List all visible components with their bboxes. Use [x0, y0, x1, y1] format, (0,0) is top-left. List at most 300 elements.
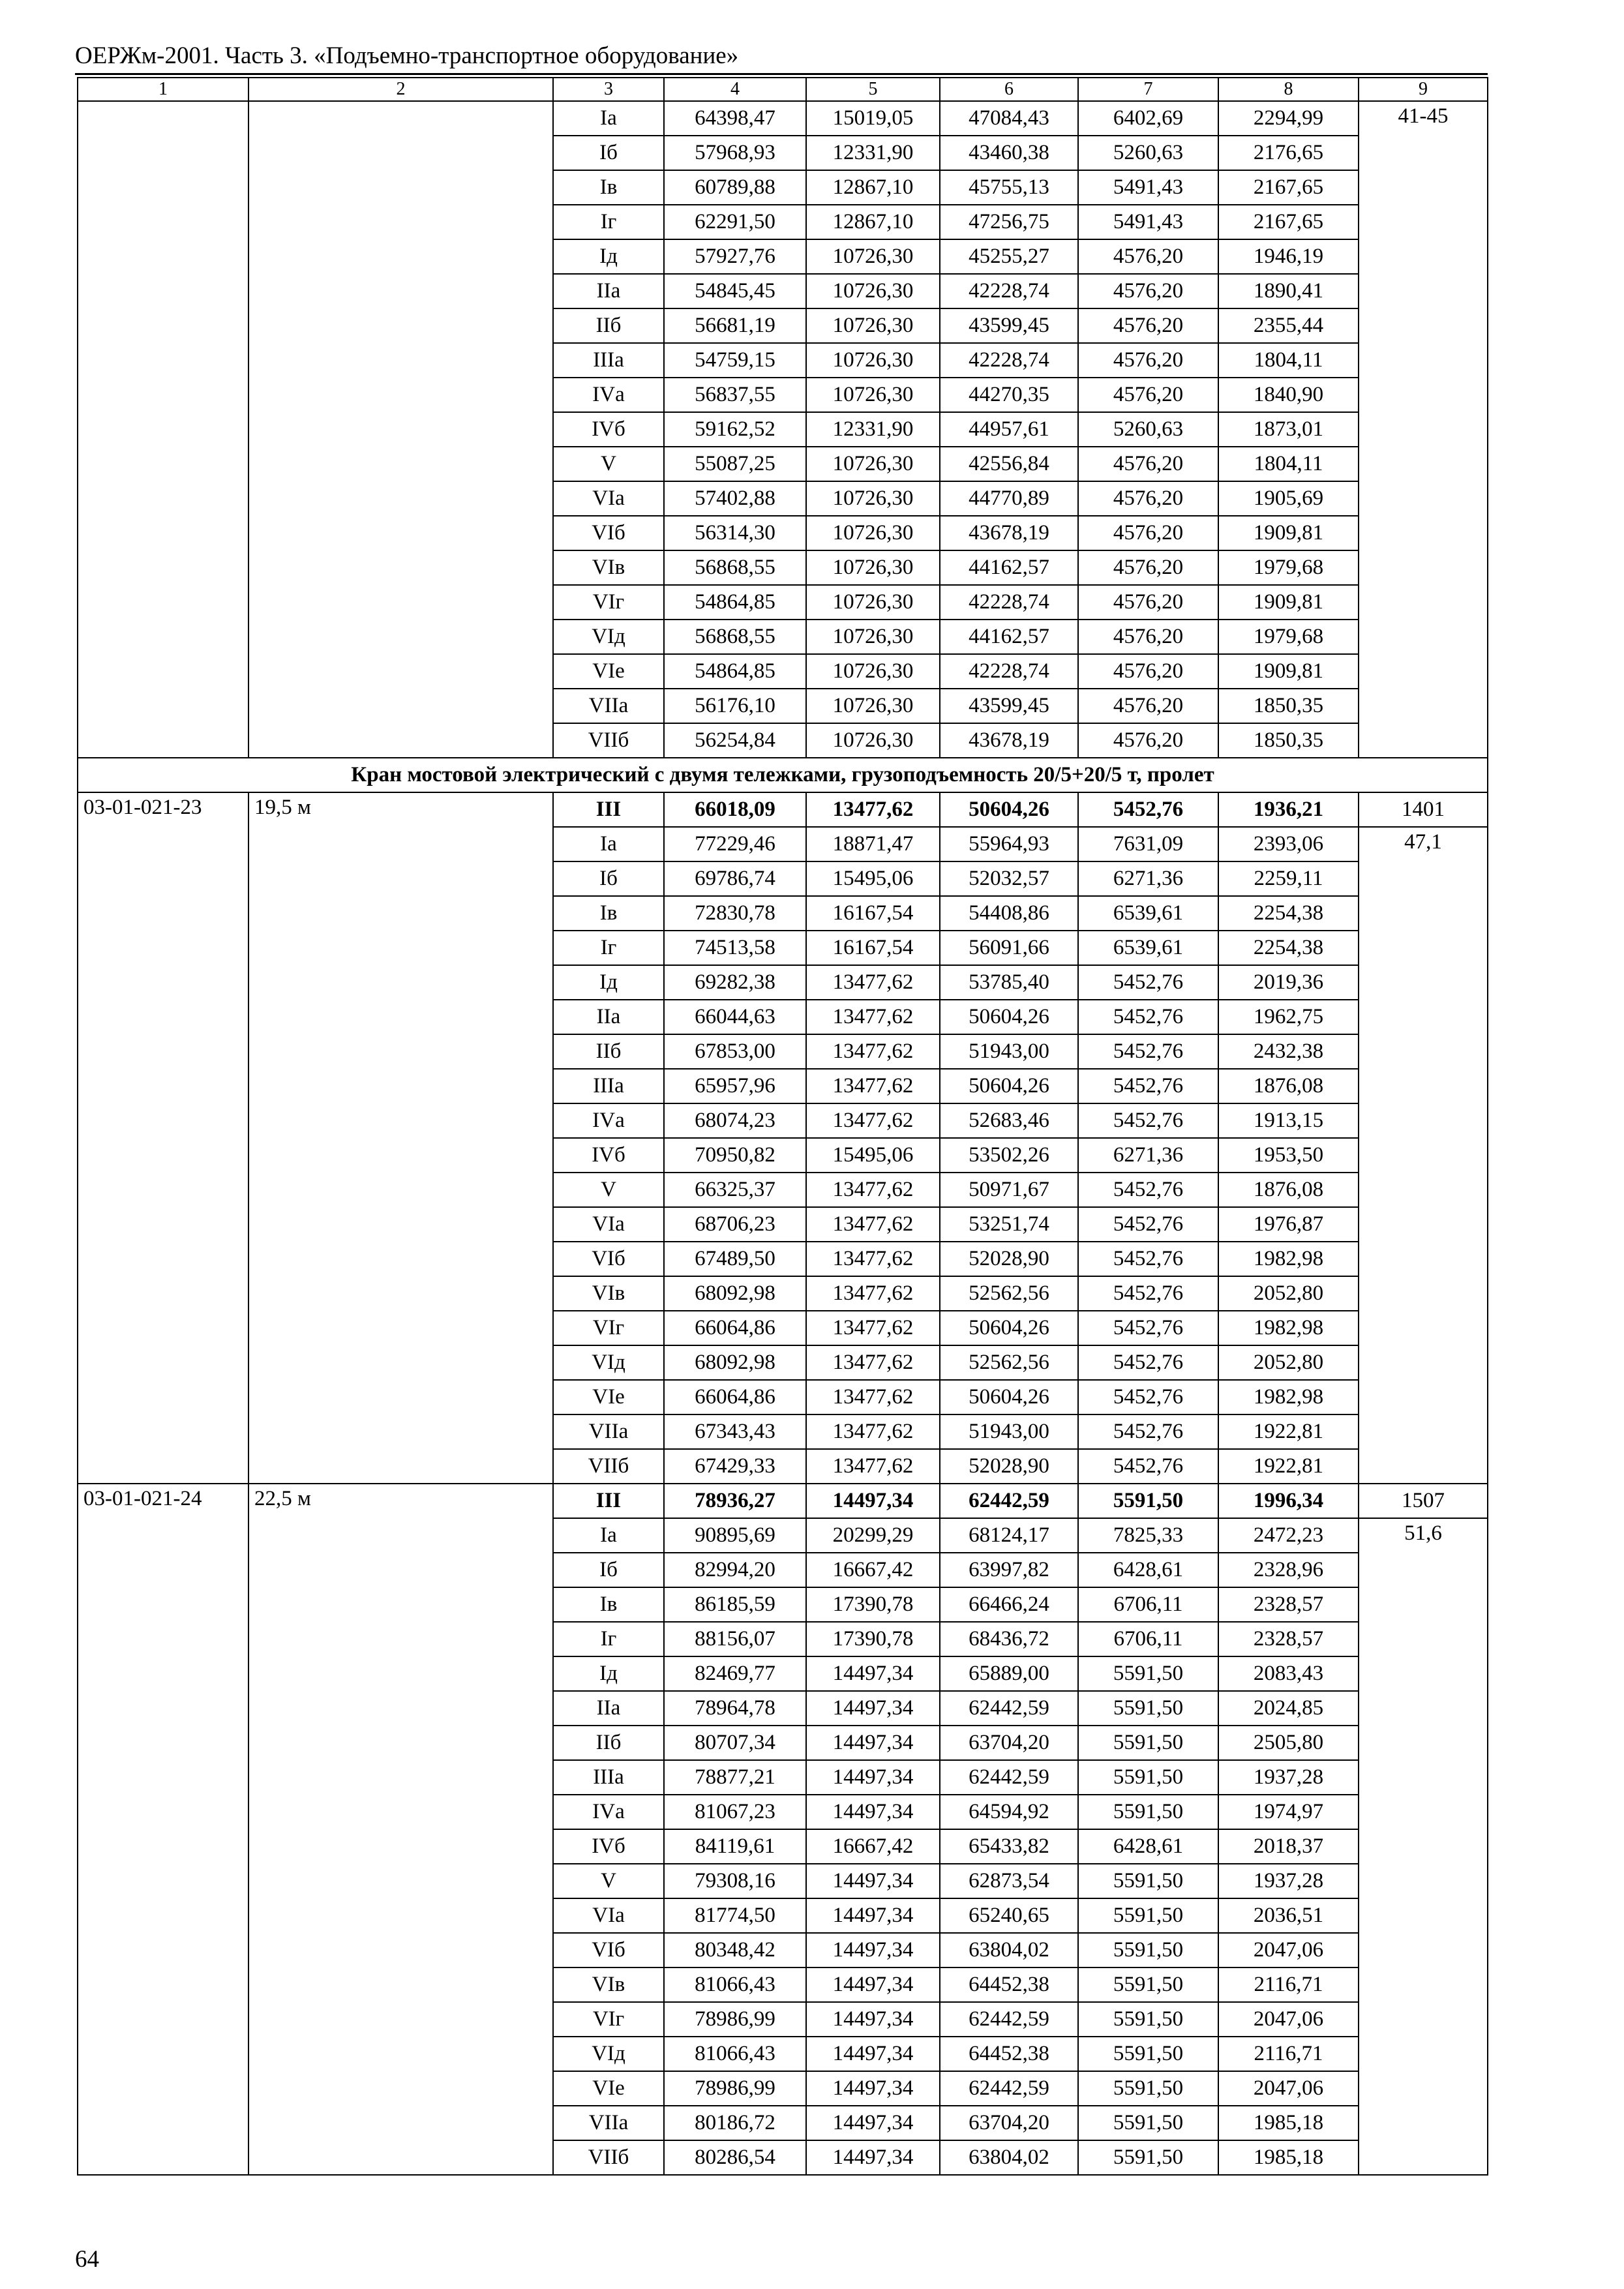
- column-number: 8: [1218, 78, 1359, 101]
- value-cell: 12331,90: [806, 136, 940, 170]
- value-cell: 2328,96: [1218, 1553, 1359, 1587]
- value-cell: 5452,76: [1078, 1276, 1218, 1311]
- group-cell: VIа: [553, 481, 664, 516]
- value-cell: 65240,65: [940, 1898, 1078, 1933]
- value-cell: 5452,76: [1078, 792, 1218, 827]
- value-cell: 56868,55: [664, 620, 806, 654]
- value-cell: 15495,06: [806, 1138, 940, 1173]
- value-cell: 14497,34: [806, 1898, 940, 1933]
- value-cell: 56176,10: [664, 689, 806, 723]
- value-cell: 42228,74: [940, 654, 1078, 689]
- column-number: 4: [664, 78, 806, 101]
- group-cell: VIIа: [553, 689, 664, 723]
- value-cell: 45755,13: [940, 170, 1078, 205]
- value-cell: 1850,35: [1218, 723, 1359, 758]
- value-cell: 1890,41: [1218, 274, 1359, 308]
- value-cell: 2018,37: [1218, 1829, 1359, 1864]
- value-cell: 14497,34: [806, 2106, 940, 2140]
- value-cell: 5591,50: [1078, 1484, 1218, 1518]
- value-cell: 1974,97: [1218, 1795, 1359, 1829]
- value-cell: 14497,34: [806, 2002, 940, 2037]
- group-cell: IIа: [553, 1000, 664, 1034]
- value-cell: 86185,59: [664, 1587, 806, 1622]
- value-cell: 4576,20: [1078, 481, 1218, 516]
- value-cell: 1804,11: [1218, 343, 1359, 378]
- group-cell: VIд: [553, 2037, 664, 2071]
- value-cell: 52562,56: [940, 1276, 1078, 1311]
- value-cell: 64594,92: [940, 1795, 1078, 1829]
- value-cell: 53251,74: [940, 1207, 1078, 1242]
- column-number: 6: [940, 78, 1078, 101]
- header-rule: [75, 73, 1488, 75]
- value-cell: 5452,76: [1078, 1207, 1218, 1242]
- value-cell: 1909,81: [1218, 654, 1359, 689]
- value-cell: 13477,62: [806, 1380, 940, 1414]
- value-cell: 10726,30: [806, 239, 940, 274]
- value-cell: 68124,17: [940, 1518, 1078, 1553]
- group-cell: V: [553, 1173, 664, 1207]
- value-cell: 2176,65: [1218, 136, 1359, 170]
- page-number: 64: [75, 2246, 99, 2273]
- value-cell: 54845,45: [664, 274, 806, 308]
- value-cell: 6428,61: [1078, 1553, 1218, 1587]
- value-cell: 65889,00: [940, 1656, 1078, 1691]
- value-cell: 5452,76: [1078, 1069, 1218, 1103]
- value-cell: 15495,06: [806, 861, 940, 896]
- group-cell: VIIб: [553, 1449, 664, 1484]
- col9-cell: 51,6: [1359, 1518, 1488, 2175]
- value-cell: 65957,96: [664, 1069, 806, 1103]
- group-cell: VIIа: [553, 1414, 664, 1449]
- column-number: 2: [248, 78, 553, 101]
- group-cell: VIа: [553, 1207, 664, 1242]
- value-cell: 2259,11: [1218, 861, 1359, 896]
- value-cell: 2116,71: [1218, 2037, 1359, 2071]
- value-cell: 13477,62: [806, 1173, 940, 1207]
- value-cell: 51943,00: [940, 1414, 1078, 1449]
- value-cell: 6539,61: [1078, 896, 1218, 931]
- value-cell: 66466,24: [940, 1587, 1078, 1622]
- value-cell: 5452,76: [1078, 1000, 1218, 1034]
- value-cell: 53502,26: [940, 1138, 1078, 1173]
- value-cell: 60789,88: [664, 170, 806, 205]
- value-cell: 5491,43: [1078, 205, 1218, 239]
- value-cell: 13477,62: [806, 1311, 940, 1345]
- value-cell: 62442,59: [940, 1760, 1078, 1795]
- value-cell: 1909,81: [1218, 516, 1359, 550]
- value-cell: 14497,34: [806, 1656, 940, 1691]
- group-cell: VIв: [553, 1276, 664, 1311]
- value-cell: 77229,46: [664, 827, 806, 861]
- value-cell: 6271,36: [1078, 861, 1218, 896]
- value-cell: 80707,34: [664, 1726, 806, 1760]
- group-cell: IVа: [553, 378, 664, 412]
- value-cell: 1922,81: [1218, 1449, 1359, 1484]
- group-cell: VIб: [553, 1242, 664, 1276]
- value-cell: 10726,30: [806, 585, 940, 620]
- value-cell: 2505,80: [1218, 1726, 1359, 1760]
- value-cell: 88156,07: [664, 1622, 806, 1656]
- group-cell: Iа: [553, 101, 664, 136]
- value-cell: 45255,27: [940, 239, 1078, 274]
- group-cell: IIб: [553, 308, 664, 343]
- value-cell: 7825,33: [1078, 1518, 1218, 1553]
- value-cell: 66325,37: [664, 1173, 806, 1207]
- group-cell: Iд: [553, 965, 664, 1000]
- value-cell: 4576,20: [1078, 274, 1218, 308]
- value-cell: 43678,19: [940, 723, 1078, 758]
- value-cell: 50604,26: [940, 1000, 1078, 1034]
- value-cell: 13477,62: [806, 1034, 940, 1069]
- value-cell: 57927,76: [664, 239, 806, 274]
- column-number: 5: [806, 78, 940, 101]
- value-cell: 64452,38: [940, 2037, 1078, 2071]
- group-cell: Iд: [553, 239, 664, 274]
- value-cell: 1962,75: [1218, 1000, 1359, 1034]
- value-cell: 13477,62: [806, 965, 940, 1000]
- value-cell: 5591,50: [1078, 1795, 1218, 1829]
- value-cell: 56091,66: [940, 931, 1078, 965]
- value-cell: 1905,69: [1218, 481, 1359, 516]
- value-cell: 52562,56: [940, 1345, 1078, 1380]
- group-cell: V: [553, 1864, 664, 1898]
- value-cell: 2024,85: [1218, 1691, 1359, 1726]
- value-cell: 5591,50: [1078, 1864, 1218, 1898]
- value-cell: 13477,62: [806, 1276, 940, 1311]
- value-cell: 10726,30: [806, 274, 940, 308]
- value-cell: 44162,57: [940, 550, 1078, 585]
- value-cell: 50604,26: [940, 1069, 1078, 1103]
- value-cell: 14497,34: [806, 1967, 940, 2002]
- value-cell: 10726,30: [806, 447, 940, 481]
- value-cell: 1922,81: [1218, 1414, 1359, 1449]
- value-cell: 82994,20: [664, 1553, 806, 1587]
- value-cell: 1937,28: [1218, 1760, 1359, 1795]
- value-cell: 13477,62: [806, 1000, 940, 1034]
- value-cell: 10726,30: [806, 378, 940, 412]
- value-cell: 15019,05: [806, 101, 940, 136]
- value-cell: 14497,34: [806, 1484, 940, 1518]
- value-cell: 53785,40: [940, 965, 1078, 1000]
- value-cell: 1982,98: [1218, 1242, 1359, 1276]
- group-cell: IVа: [553, 1795, 664, 1829]
- value-cell: 84119,61: [664, 1829, 806, 1864]
- value-cell: 5452,76: [1078, 965, 1218, 1000]
- value-cell: 12867,10: [806, 205, 940, 239]
- value-cell: 52028,90: [940, 1449, 1078, 1484]
- value-cell: 78936,27: [664, 1484, 806, 1518]
- value-cell: 55964,93: [940, 827, 1078, 861]
- group-cell: VIIа: [553, 2106, 664, 2140]
- value-cell: 67853,00: [664, 1034, 806, 1069]
- value-cell: 69786,74: [664, 861, 806, 896]
- value-cell: 2328,57: [1218, 1622, 1359, 1656]
- value-cell: 64452,38: [940, 1967, 1078, 2002]
- group-cell: VIа: [553, 1898, 664, 1933]
- value-cell: 5591,50: [1078, 1726, 1218, 1760]
- value-cell: 5591,50: [1078, 1656, 1218, 1691]
- value-cell: 66044,63: [664, 1000, 806, 1034]
- value-cell: 2052,80: [1218, 1345, 1359, 1380]
- value-cell: 5260,63: [1078, 136, 1218, 170]
- value-cell: 1985,18: [1218, 2140, 1359, 2175]
- value-cell: 5591,50: [1078, 1691, 1218, 1726]
- group-cell: Iд: [553, 1656, 664, 1691]
- group-cell: Iб: [553, 861, 664, 896]
- value-cell: 14497,34: [806, 1760, 940, 1795]
- rates-table: [77, 77, 1488, 2176]
- value-cell: 4576,20: [1078, 620, 1218, 654]
- value-cell: 62442,59: [940, 2002, 1078, 2037]
- col9-cell: 1401: [1359, 792, 1488, 827]
- value-cell: 81066,43: [664, 2037, 806, 2071]
- value-cell: 5591,50: [1078, 1760, 1218, 1795]
- value-cell: 5452,76: [1078, 1103, 1218, 1138]
- group-cell: Iг: [553, 931, 664, 965]
- value-cell: 54864,85: [664, 585, 806, 620]
- value-cell: 42228,74: [940, 585, 1078, 620]
- value-cell: 5452,76: [1078, 1380, 1218, 1414]
- value-cell: 56254,84: [664, 723, 806, 758]
- value-cell: 5591,50: [1078, 2140, 1218, 2175]
- group-cell: IIа: [553, 274, 664, 308]
- value-cell: 13477,62: [806, 1207, 940, 1242]
- value-cell: 81067,23: [664, 1795, 806, 1829]
- value-cell: 4576,20: [1078, 308, 1218, 343]
- value-cell: 1976,87: [1218, 1207, 1359, 1242]
- value-cell: 62442,59: [940, 1691, 1078, 1726]
- value-cell: 4576,20: [1078, 516, 1218, 550]
- value-cell: 69282,38: [664, 965, 806, 1000]
- value-cell: 1840,90: [1218, 378, 1359, 412]
- value-cell: 68706,23: [664, 1207, 806, 1242]
- value-cell: 16167,54: [806, 931, 940, 965]
- group-cell: III: [553, 1484, 664, 1518]
- value-cell: 4576,20: [1078, 654, 1218, 689]
- value-cell: 1937,28: [1218, 1864, 1359, 1898]
- group-cell: VIг: [553, 1311, 664, 1345]
- table-row: [78, 101, 1488, 136]
- value-cell: 54864,85: [664, 654, 806, 689]
- value-cell: 4576,20: [1078, 447, 1218, 481]
- value-cell: 6539,61: [1078, 931, 1218, 965]
- value-cell: 1850,35: [1218, 689, 1359, 723]
- value-cell: 68436,72: [940, 1622, 1078, 1656]
- value-cell: 1982,98: [1218, 1311, 1359, 1345]
- value-cell: 54408,86: [940, 896, 1078, 931]
- group-cell: VIIб: [553, 723, 664, 758]
- value-cell: 74513,58: [664, 931, 806, 965]
- group-cell: VIг: [553, 585, 664, 620]
- value-cell: 67429,33: [664, 1449, 806, 1484]
- value-cell: 2254,38: [1218, 896, 1359, 931]
- value-cell: 52032,57: [940, 861, 1078, 896]
- value-cell: 7631,09: [1078, 827, 1218, 861]
- value-cell: 42228,74: [940, 274, 1078, 308]
- column-number: 1: [78, 78, 248, 101]
- value-cell: 2355,44: [1218, 308, 1359, 343]
- value-cell: 14497,34: [806, 2071, 940, 2106]
- value-cell: 13477,62: [806, 1414, 940, 1449]
- value-cell: 70950,82: [664, 1138, 806, 1173]
- value-cell: 12331,90: [806, 412, 940, 447]
- value-cell: 59162,52: [664, 412, 806, 447]
- value-cell: 65433,82: [940, 1829, 1078, 1864]
- value-cell: 81774,50: [664, 1898, 806, 1933]
- group-cell: VIг: [553, 2002, 664, 2037]
- value-cell: 10726,30: [806, 620, 940, 654]
- value-cell: 14497,34: [806, 1795, 940, 1829]
- value-cell: 1982,98: [1218, 1380, 1359, 1414]
- group-cell: IIIа: [553, 1760, 664, 1795]
- value-cell: 2432,38: [1218, 1034, 1359, 1069]
- group-cell: Iг: [553, 1622, 664, 1656]
- table-row: [78, 1484, 1488, 1518]
- value-cell: 2052,80: [1218, 1276, 1359, 1311]
- value-cell: 54759,15: [664, 343, 806, 378]
- value-cell: 1979,68: [1218, 620, 1359, 654]
- value-cell: 1873,01: [1218, 412, 1359, 447]
- value-cell: 14497,34: [806, 1726, 940, 1760]
- value-cell: 14497,34: [806, 1933, 940, 1967]
- group-cell: IIб: [553, 1726, 664, 1760]
- value-cell: 80348,42: [664, 1933, 806, 1967]
- span-cell: [248, 101, 553, 758]
- value-cell: 5452,76: [1078, 1414, 1218, 1449]
- column-number: 9: [1359, 78, 1488, 101]
- value-cell: 78877,21: [664, 1760, 806, 1795]
- value-cell: 5591,50: [1078, 1967, 1218, 2002]
- value-cell: 57402,88: [664, 481, 806, 516]
- section-row: [78, 758, 1488, 792]
- group-cell: VIе: [553, 2071, 664, 2106]
- value-cell: 5491,43: [1078, 170, 1218, 205]
- value-cell: 1985,18: [1218, 2106, 1359, 2140]
- value-cell: 68074,23: [664, 1103, 806, 1138]
- value-cell: 51943,00: [940, 1034, 1078, 1069]
- value-cell: 10726,30: [806, 343, 940, 378]
- value-cell: 1979,68: [1218, 550, 1359, 585]
- group-cell: Iв: [553, 1587, 664, 1622]
- value-cell: 16667,42: [806, 1829, 940, 1864]
- value-cell: 63704,20: [940, 1726, 1078, 1760]
- value-cell: 72830,78: [664, 896, 806, 931]
- value-cell: 4576,20: [1078, 550, 1218, 585]
- value-cell: 17390,78: [806, 1587, 940, 1622]
- value-cell: 80286,54: [664, 2140, 806, 2175]
- value-cell: 6402,69: [1078, 101, 1218, 136]
- page-header-title: ОЕРЖм-2001. Часть 3. «Подъемно-транспортное оборудование»: [75, 42, 739, 69]
- code-cell: 03-01-021-23: [78, 792, 248, 1484]
- value-cell: 14497,34: [806, 2037, 940, 2071]
- value-cell: 55087,25: [664, 447, 806, 481]
- value-cell: 44770,89: [940, 481, 1078, 516]
- value-cell: 63804,02: [940, 2140, 1078, 2175]
- value-cell: 4576,20: [1078, 239, 1218, 274]
- value-cell: 2328,57: [1218, 1587, 1359, 1622]
- value-cell: 2116,71: [1218, 1967, 1359, 2002]
- value-cell: 4576,20: [1078, 723, 1218, 758]
- col9-cell: 1507: [1359, 1484, 1488, 1518]
- value-cell: 10726,30: [806, 723, 940, 758]
- value-cell: 5452,76: [1078, 1449, 1218, 1484]
- value-cell: 63804,02: [940, 1933, 1078, 1967]
- value-cell: 14497,34: [806, 2140, 940, 2175]
- value-cell: 14497,34: [806, 1691, 940, 1726]
- value-cell: 42228,74: [940, 343, 1078, 378]
- group-cell: VIд: [553, 620, 664, 654]
- value-cell: 5591,50: [1078, 1933, 1218, 1967]
- value-cell: 17390,78: [806, 1622, 940, 1656]
- value-cell: 4576,20: [1078, 585, 1218, 620]
- value-cell: 2047,06: [1218, 2002, 1359, 2037]
- value-cell: 10726,30: [806, 689, 940, 723]
- group-cell: VIе: [553, 1380, 664, 1414]
- group-cell: IIа: [553, 1691, 664, 1726]
- group-cell: Iв: [553, 896, 664, 931]
- group-cell: IIIа: [553, 1069, 664, 1103]
- value-cell: 90895,69: [664, 1518, 806, 1553]
- value-cell: 56681,19: [664, 308, 806, 343]
- value-cell: 62873,54: [940, 1864, 1078, 1898]
- value-cell: 10726,30: [806, 308, 940, 343]
- group-cell: Iв: [553, 170, 664, 205]
- value-cell: 66064,86: [664, 1311, 806, 1345]
- value-cell: 2294,99: [1218, 101, 1359, 136]
- value-cell: 43599,45: [940, 308, 1078, 343]
- value-cell: 68092,98: [664, 1345, 806, 1380]
- value-cell: 4576,20: [1078, 378, 1218, 412]
- group-cell: IVа: [553, 1103, 664, 1138]
- value-cell: 63997,82: [940, 1553, 1078, 1587]
- value-cell: 16667,42: [806, 1553, 940, 1587]
- value-cell: 6271,36: [1078, 1138, 1218, 1173]
- value-cell: 13477,62: [806, 1069, 940, 1103]
- value-cell: 12867,10: [806, 170, 940, 205]
- value-cell: 5452,76: [1078, 1034, 1218, 1069]
- column-number: 3: [553, 78, 664, 101]
- value-cell: 5452,76: [1078, 1173, 1218, 1207]
- value-cell: 57968,93: [664, 136, 806, 170]
- value-cell: 5452,76: [1078, 1345, 1218, 1380]
- value-cell: 79308,16: [664, 1864, 806, 1898]
- span-cell: 22,5 м: [248, 1484, 553, 2175]
- value-cell: 78986,99: [664, 2002, 806, 2037]
- value-cell: 1953,50: [1218, 1138, 1359, 1173]
- section-title: Кран мостовой электрический с двумя тележками, грузоподъемность 20/5+20/5 т, пролет: [78, 758, 1488, 792]
- value-cell: 2254,38: [1218, 931, 1359, 965]
- value-cell: 1996,34: [1218, 1484, 1359, 1518]
- value-cell: 2047,06: [1218, 1933, 1359, 1967]
- group-cell: Iг: [553, 205, 664, 239]
- value-cell: 4576,20: [1078, 343, 1218, 378]
- value-cell: 13477,62: [806, 1103, 940, 1138]
- value-cell: 4576,20: [1078, 689, 1218, 723]
- table-row: [78, 792, 1488, 827]
- value-cell: 62442,59: [940, 1484, 1078, 1518]
- value-cell: 47256,75: [940, 205, 1078, 239]
- value-cell: 52028,90: [940, 1242, 1078, 1276]
- group-cell: VIб: [553, 1933, 664, 1967]
- value-cell: 5591,50: [1078, 2071, 1218, 2106]
- group-cell: IVб: [553, 1829, 664, 1864]
- group-cell: Iа: [553, 1518, 664, 1553]
- value-cell: 10726,30: [806, 654, 940, 689]
- value-cell: 63704,20: [940, 2106, 1078, 2140]
- value-cell: 78986,99: [664, 2071, 806, 2106]
- value-cell: 56837,55: [664, 378, 806, 412]
- value-cell: 5452,76: [1078, 1242, 1218, 1276]
